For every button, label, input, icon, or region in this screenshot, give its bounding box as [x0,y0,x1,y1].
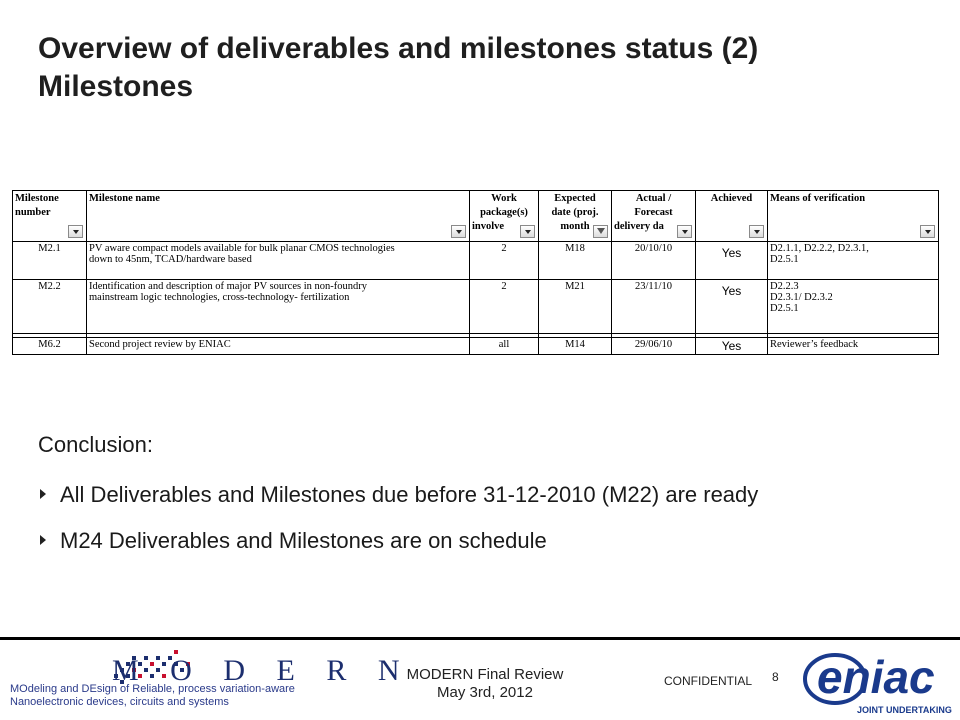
slide-title [38,30,928,106]
expected-date-cell[interactable]: M21 [539,280,612,334]
conclusion-bullet: M24 Deliverables and Milestones are on schedule [40,528,547,554]
header-achieved: Achieved [696,191,768,242]
table-row [13,338,939,355]
header-work-package: Work package(s) involve [470,191,539,242]
filter-dropdown-button[interactable] [451,225,466,238]
slide-title-line1: Overview of deliverables and milestones status (2) [38,32,759,65]
filter-dropdown-button[interactable] [520,225,535,238]
actual-date-cell[interactable]: 20/10/10 [612,242,696,280]
header-milestone-number: Milestone number [13,191,87,242]
header-milestone-name: Milestone name [87,191,470,242]
milestone-name-cell[interactable]: PV aware compact models available for bulk planar CMOS technologies down to 45nm, TCAD/hardware based [87,242,470,280]
header-expected-date: Expected date (proj. month [539,191,612,242]
achieved-cell[interactable]: Yes [696,338,768,355]
milestone-number-cell[interactable]: M6.2 [13,338,87,355]
svg-text:eniac: eniac [817,651,935,703]
conclusion-bullet: All Deliverables and Milestones due before 31-12-2010 (M22) are ready [40,482,758,508]
eniac-logo-icon [795,643,955,718]
footer-divider [0,637,960,640]
expected-date-cell[interactable]: M14 [539,338,612,355]
milestone-name-cell[interactable]: Identification and description of major PV sources in non-foundry mainstream logic technologies, cross-technology- fertilization [87,280,470,334]
achieved-cell[interactable]: Yes [696,242,768,280]
table-row [13,280,939,334]
milestone-number-cell[interactable]: M2.2 [13,280,87,334]
confidential-label: CONFIDENTIAL [664,674,753,688]
actual-date-cell[interactable]: 29/06/10 [612,338,696,355]
expected-date-cell[interactable]: M18 [539,242,612,280]
milestones-table [12,190,938,352]
work-package-cell[interactable]: 2 [470,280,539,334]
filter-dropdown-button[interactable] [68,225,83,238]
footer-event: MODERN Final Review May 3rd, 2012 [406,666,564,701]
filter-dropdown-button[interactable] [749,225,764,238]
modern-tagline: MOdeling and DEsign of Reliable, process variation-aware Nanoelectronic devices, circuits and systems [10,683,295,708]
milestone-number-cell[interactable]: M2.1 [13,242,87,280]
header-actual-forecast: Actual / Forecast delivery da [612,191,696,242]
work-package-cell[interactable]: all [470,338,539,355]
conclusion-heading: Conclusion: [38,432,153,457]
means-cell[interactable]: D2.2.3 D2.3.1/ D2.3.2 D2.5.1 [768,280,939,334]
actual-date-cell[interactable]: 23/11/10 [612,280,696,334]
work-package-cell[interactable]: 2 [470,242,539,280]
bullet-arrow-icon [40,535,46,545]
modern-wordmark: M O D E R N [112,654,412,687]
filter-dropdown-button[interactable] [677,225,692,238]
filter-active-dropdown-button[interactable] [593,225,608,238]
means-cell[interactable]: D2.1.1, D2.2.2, D2.3.1, D2.5.1 [768,242,939,280]
means-cell[interactable]: Reviewer’s feedback [768,338,939,355]
slide-title-line2: Milestones [38,70,194,103]
achieved-cell[interactable]: Yes [696,280,768,334]
page-number: 8 [772,670,779,684]
table-row [13,242,939,280]
milestone-name-cell[interactable]: Second project review by ENIAC [87,338,470,355]
svg-text:JOINT UNDERTAKING: JOINT UNDERTAKING [857,705,952,715]
filter-dropdown-button[interactable] [920,225,935,238]
bullet-arrow-icon [40,489,46,499]
header-means-of-verification: Means of verification [768,191,939,242]
